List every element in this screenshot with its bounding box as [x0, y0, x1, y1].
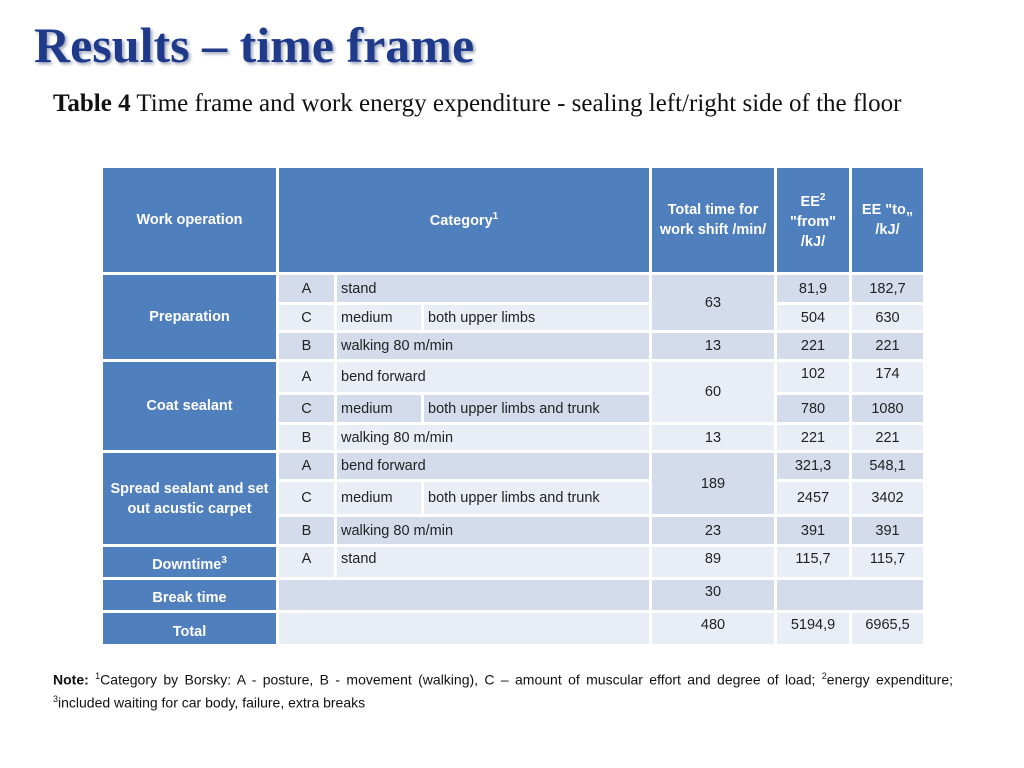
category-code: C	[278, 304, 336, 332]
total-time-cell: 13	[651, 424, 776, 452]
operation-break-time: Break time	[102, 579, 278, 612]
operation-total: Total	[102, 612, 278, 646]
category-desc: bend forward	[336, 361, 651, 394]
category-code: B	[278, 516, 336, 546]
ee-to-cell: 630	[851, 304, 925, 332]
total-time-cell: 60	[651, 361, 776, 424]
category-code: C	[278, 394, 336, 424]
header-ee-to: EE "to„ /kJ/	[851, 167, 925, 274]
operation-preparation: Preparation	[102, 274, 278, 361]
ee-to-cell: 221	[851, 332, 925, 361]
category-desc: walking 80 m/min	[336, 424, 651, 452]
ee-to-cell: 221	[851, 424, 925, 452]
table-row	[102, 579, 925, 612]
ee-to-cell: 115,7	[851, 546, 925, 579]
table-caption-text: Time frame and work energy expenditure - sealing left/right side of the floor	[136, 90, 902, 117]
table-row	[102, 612, 925, 646]
ee-to-cell: 182,7	[851, 274, 925, 304]
empty-category-cell	[278, 612, 651, 646]
total-time-cell: 23	[651, 516, 776, 546]
table-row	[102, 546, 925, 579]
header-category: Category$^1$	[278, 167, 651, 274]
category-extra: both upper limbs	[423, 304, 651, 332]
ee-from-cell: 221	[776, 332, 851, 361]
table-row	[102, 361, 925, 394]
category-desc: stand	[336, 546, 651, 579]
table-header-row	[102, 167, 925, 274]
ee-from-cell: 102	[776, 361, 851, 394]
ee-from-cell: 221	[776, 424, 851, 452]
total-time-cell: 480	[651, 612, 776, 646]
ee-to-cell: 6965,5	[851, 612, 925, 646]
category-code: B	[278, 424, 336, 452]
results-table	[100, 165, 926, 647]
header-work-operation: Work operation	[102, 167, 278, 274]
header-total-time: Total time for work shift /min/	[651, 167, 776, 274]
category-desc: medium	[336, 394, 423, 424]
empty-ee-cell	[776, 579, 925, 612]
total-time-cell: 30	[651, 579, 776, 612]
note-label: Note:	[53, 671, 89, 688]
category-code: B	[278, 332, 336, 361]
header-ee-from: $EE^2$ "from" /kJ/	[776, 167, 851, 274]
category-code: A	[278, 452, 336, 481]
table-label: Table 4	[53, 90, 131, 117]
ee-to-cell: 391	[851, 516, 925, 546]
ee-to-cell: 174	[851, 361, 925, 394]
total-time-cell: 189	[651, 452, 776, 516]
ee-from-cell: 115,7	[776, 546, 851, 579]
category-extra: both upper limbs and trunk	[423, 394, 651, 424]
ee-to-cell: 3402	[851, 481, 925, 516]
category-extra: both upper limbs and trunk	[423, 481, 651, 516]
total-time-cell: 63	[651, 274, 776, 332]
table-caption	[53, 88, 953, 119]
empty-category-cell	[278, 579, 651, 612]
total-time-cell: 13	[651, 332, 776, 361]
ee-from-cell: 504	[776, 304, 851, 332]
operation-spread-sealant: Spread sealant and set out acustic carpet	[102, 452, 278, 546]
category-desc: medium	[336, 304, 423, 332]
operation-coat-sealant: Coat sealant	[102, 361, 278, 452]
ee-from-cell: 81,9	[776, 274, 851, 304]
table-row	[102, 452, 925, 481]
category-desc: walking 80 m/min	[336, 516, 651, 546]
table-note: Note: $^1$Category by Borsky: A - posture, B - movement (walking), C – amount of muscular effort and degree of load; $^2$energy expenditure; $^3$included waiting for car body, failure, extra breaks	[53, 671, 954, 711]
category-desc: stand	[336, 274, 651, 304]
category-code: A	[278, 361, 336, 394]
table-row	[102, 274, 925, 304]
ee-from-cell: 391	[776, 516, 851, 546]
ee-to-cell: 1080	[851, 394, 925, 424]
total-time-cell: 89	[651, 546, 776, 579]
category-desc: medium	[336, 481, 423, 516]
ee-from-cell: 780	[776, 394, 851, 424]
ee-from-cell: 5194,9	[776, 612, 851, 646]
slide-title: Results – time frame	[34, 17, 475, 73]
ee-from-cell: 321,3	[776, 452, 851, 481]
category-desc: bend forward	[336, 452, 651, 481]
operation-downtime: Downtime$^3$	[102, 546, 278, 579]
category-desc: walking 80 m/min	[336, 332, 651, 361]
category-code: A	[278, 274, 336, 304]
category-code: A	[278, 546, 336, 579]
category-code: C	[278, 481, 336, 516]
ee-from-cell: 2457	[776, 481, 851, 516]
ee-to-cell: 548,1	[851, 452, 925, 481]
